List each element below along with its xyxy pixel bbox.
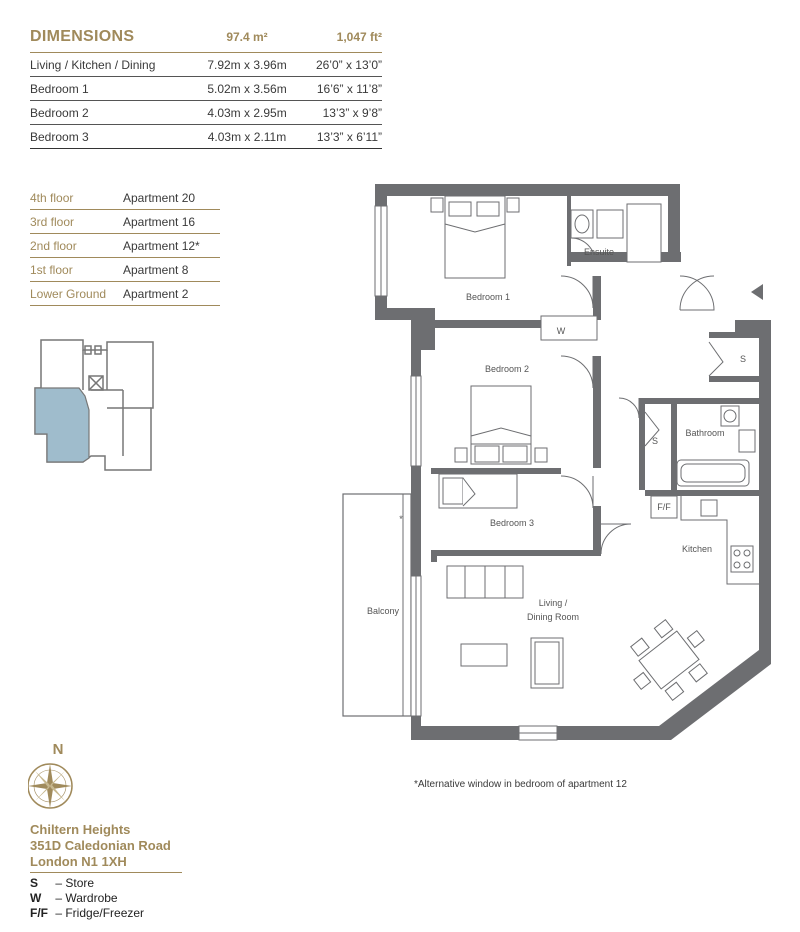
- floor-label: Lower Ground: [30, 286, 107, 301]
- area-imperial: 1,047 ft²: [336, 30, 382, 44]
- floor-label: 4th floor: [30, 190, 74, 205]
- room-imperial: 26’0” x 13’0”: [315, 57, 382, 72]
- address-block: [30, 822, 171, 870]
- room-imperial: 13’3” x 9’8”: [322, 105, 382, 120]
- dimension-row: [30, 77, 382, 101]
- label-bathroom: Bathroom: [685, 428, 725, 438]
- address-line-2: 351D Caledonian Road: [30, 838, 171, 853]
- room-name: Bedroom 2: [30, 105, 89, 120]
- key-plan: [33, 338, 158, 478]
- dimension-row: [30, 125, 382, 149]
- label-asterisk: *: [399, 514, 403, 524]
- floor-label: 1st floor: [30, 262, 73, 277]
- apartment-label: Apartment 8: [123, 262, 189, 277]
- room-metric: 4.03m x 2.95m: [207, 105, 287, 120]
- apartment-label: Apartment 16: [123, 214, 196, 229]
- floor-label: 2nd floor: [30, 238, 77, 253]
- alternative-window-note: *Alternative window in bedroom of apartment 12: [414, 779, 627, 790]
- legend-key: S: [30, 876, 39, 890]
- label-ensuite: Ensuite: [583, 247, 615, 257]
- bed-2: [455, 386, 547, 464]
- area-metric: 97.4 m²: [226, 30, 268, 44]
- room-imperial: 16’6” x 11’8”: [316, 81, 382, 96]
- apartment-row: [30, 210, 220, 234]
- floor-plan: [335, 176, 795, 756]
- legend-key: W: [30, 891, 42, 905]
- label-bedroom-1: Bedroom 1: [465, 292, 511, 302]
- legend-item: [30, 891, 144, 906]
- dimension-row: [30, 53, 382, 77]
- address-line-3: London N1 1XH: [30, 854, 127, 869]
- apartment-row: [30, 234, 220, 258]
- apartment-row: [30, 186, 220, 210]
- legend-key: F/F: [30, 906, 48, 920]
- legend-desc: – Store: [55, 876, 95, 890]
- bed-3: [439, 474, 517, 508]
- legend-desc: – Fridge/Freezer: [55, 906, 145, 920]
- room-name: Bedroom 3: [30, 129, 89, 144]
- legend-item: [30, 876, 144, 891]
- label-balcony: Balcony: [366, 606, 400, 616]
- label-fridge: F/F: [657, 502, 671, 512]
- label-bedroom-3: Bedroom 3: [489, 518, 535, 528]
- bathroom-fixtures: [677, 406, 755, 486]
- dimensions-title: DIMENSIONS: [30, 28, 135, 45]
- apartment-label: Apartment 12*: [123, 238, 200, 253]
- apartment-label: Apartment 2: [123, 286, 189, 301]
- address-divider: [30, 872, 182, 873]
- living-furniture: [447, 566, 563, 688]
- label-wardrobe: W: [556, 326, 566, 336]
- wardrobe: [541, 316, 597, 340]
- compass-icon: [28, 738, 88, 818]
- north-label: N: [52, 741, 64, 758]
- label-living-2: Dining Room: [526, 612, 580, 622]
- label-bedroom-2: Bedroom 2: [484, 364, 530, 374]
- apartment-row: [30, 282, 220, 306]
- dimensions-table: [30, 22, 382, 149]
- floor-label: 3rd floor: [30, 214, 75, 229]
- label-store-1: S: [739, 354, 747, 364]
- dimensions-header: [30, 22, 382, 53]
- room-metric: 5.02m x 3.56m: [207, 81, 287, 96]
- label-store-2: S: [651, 436, 659, 446]
- dimension-row: [30, 101, 382, 125]
- balcony: [343, 494, 411, 716]
- address-line-1: Chiltern Heights: [30, 822, 131, 837]
- highlighted-apartment: [35, 388, 89, 462]
- label-living-1: Living /: [538, 598, 568, 608]
- label-kitchen: Kitchen: [681, 544, 713, 554]
- apartment-label: Apartment 20: [123, 190, 196, 205]
- entrance-arrow: [751, 284, 763, 300]
- room-name: Bedroom 1: [30, 81, 89, 96]
- doors: [561, 238, 714, 554]
- room-metric: 4.03m x 2.11m: [207, 129, 287, 144]
- apartment-row: [30, 258, 220, 282]
- legend-item: [30, 906, 144, 921]
- room-metric: 7.92m x 3.96m: [207, 57, 287, 72]
- room-name: Living / Kitchen / Dining: [30, 57, 156, 72]
- apartment-list: [30, 186, 220, 306]
- room-imperial: 13’3” x 6’11”: [316, 129, 382, 144]
- legend-desc: – Wardrobe: [55, 891, 118, 905]
- legend: [30, 876, 144, 921]
- bed-1: [431, 196, 519, 278]
